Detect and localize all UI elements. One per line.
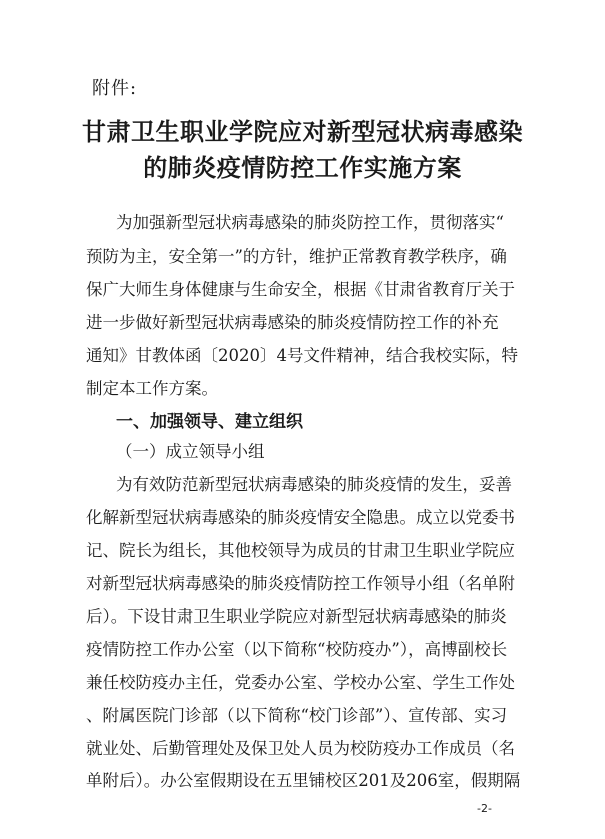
intro-line: 预防为主，安全第一”的方针，维护正常教育教学秩序，确 (86, 247, 507, 266)
intro-line: 进一步做好新型冠状病毒感染的肺炎疫情防控工作的补充 (86, 313, 499, 332)
attachment-label: 附件: (92, 78, 138, 99)
paragraph-line: 单附后）。办公室假期设在五里铺校区201及206室，假期隔 (86, 771, 521, 790)
paragraph-line: 为有效防范新型冠状病毒感染的肺炎疫情的发生，妥善 (116, 475, 512, 494)
paragraph-line: 就业处、后勤管理处及保卫处人员为校防疫办工作成员（名 (86, 739, 515, 758)
paragraph-line: 化解新型冠状病毒感染的肺炎疫情安全隐患。成立以党委书 (86, 508, 515, 527)
paragraph-line: 、附属医院门诊部（以下简称“校门诊部”）、宣传部、实习 (86, 706, 508, 725)
page-number: -2- (477, 802, 492, 815)
paragraph-line: 后）。下设甘肃卫生职业学院应对新型冠状病毒感染的肺炎 (86, 607, 507, 626)
subsection-heading: （一）成立领导小组 (116, 442, 265, 461)
intro-line: 通知》甘教体函〔2020〕4号文件精神，结合我校实际，特 (86, 346, 518, 365)
intro-line: 保广大师生身体健康与生命安全，根据《甘肃省教育厅关于 (86, 280, 515, 299)
paragraph-line: 对新型冠状病毒感染的肺炎疫情防控工作领导小组（名单附 (86, 574, 515, 593)
paragraph-line: 兼任校防疫办主任，党委办公室、学校办公室、学生工作处 (86, 673, 515, 692)
paragraph-line: 记、院长为组长，其他校领导为成员的甘肃卫生职业学院应 (86, 541, 515, 560)
paragraph-line: 疫情防控工作办公室（以下简称“校防疫办”），高博副校长 (86, 640, 508, 659)
document-title-line-2: 的肺炎疫情防控工作实施方案 (143, 153, 462, 182)
document-title-line-1: 甘肃卫生职业学院应对新型冠状病毒感染 (82, 117, 523, 146)
section-heading: 一、加强领导、建立组织 (116, 412, 303, 432)
intro-line: 为加强新型冠状病毒感染的肺炎防控工作，贯彻落实“ (116, 213, 504, 232)
intro-line: 制定本工作方案。 (86, 379, 218, 398)
